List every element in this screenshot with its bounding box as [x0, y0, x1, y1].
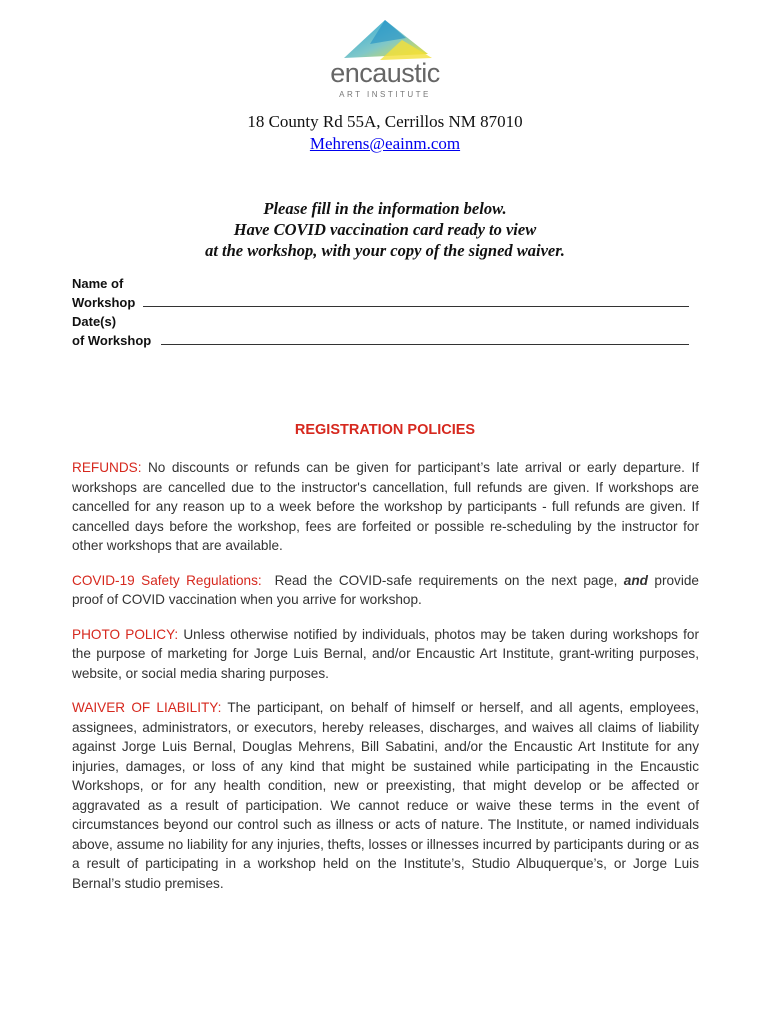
- email-link[interactable]: Mehrens@eainm.com: [309, 134, 461, 153]
- instructions-line-3: at the workshop, with your copy of the signed waiver.: [205, 241, 565, 260]
- workshop-dates-field[interactable]: [161, 331, 689, 345]
- dates-row: [72, 331, 702, 350]
- waiver-label: WAIVER OF LIABILITY:: [72, 700, 222, 715]
- instructions: [0, 198, 770, 261]
- logo-wordmark: encaustic: [330, 58, 440, 88]
- section-title: REGISTRATION POLICIES: [294, 422, 476, 438]
- waiver-policy: [72, 698, 699, 893]
- name-label-line-2: Workshop: [72, 295, 136, 310]
- photo-policy: [72, 625, 699, 684]
- address: 18 County Rd 55A, Cerrillos NM 87010: [247, 112, 523, 131]
- dates-label-line-1: Date(s): [72, 314, 117, 329]
- refunds-label: REFUNDS:: [72, 460, 142, 475]
- logo-subtitle: ART INSTITUTE: [339, 90, 431, 99]
- covid-label: COVID-19 Safety Regulations:: [72, 572, 262, 588]
- encaustic-logo: [310, 18, 460, 98]
- covid-text-2: provide proof of COVID vaccination when you arrive for workshop.: [72, 572, 699, 607]
- waiver-text: The participant, on behalf of himself or herself, and all agents, employees, assignees, administrators, or executors, hereby releases, discharges, and waives all claims of liability against Jorge Luis Bernal, Douglas Mehrens, Bill Sabatini, and/or the Encaustic Art Institute for any injuries, damages, or loss of any kind that might be sustained while participating in the Encaustic Workshops, or for any health condition, new or preexisting, that might develop or be affected or aggravated as a result of participation. We cannot reduce or waive these terms in the event of circumstances beyond our control such as illness or acts of nature. The Institute, or named individuals above, assume no liability for any injuries, thefts, losses or illnesses incurred by participants during or as a result of participating in a workshop held on the Institute’s, Studio Albuquerque’s, or Jorge Luis Bernal’s studio premises.: [72, 700, 699, 891]
- workshop-name-field[interactable]: [143, 293, 689, 307]
- dates-label-line-2: of Workshop: [72, 333, 152, 348]
- refunds-policy: [72, 458, 699, 556]
- photo-text: Unless otherwise notified by individuals, photos may be taken during workshops for the purpose of marketing for Jorge Luis Bernal, and/or Encaustic Art Institute, grant-writing purposes, website, or social media sharing purposes.: [72, 626, 699, 681]
- name-label-line-1: Name of: [72, 276, 124, 291]
- covid-and: and: [623, 572, 648, 588]
- instructions-line-2: Have COVID vaccination card ready to view: [233, 220, 537, 239]
- covid-policy: [72, 571, 699, 610]
- workshop-form: [72, 274, 702, 350]
- policies: [72, 458, 699, 908]
- logo-triangle-icon: [310, 18, 460, 62]
- photo-label: PHOTO POLICY:: [72, 626, 179, 642]
- email-line: [0, 133, 770, 154]
- instructions-line-1: Please fill in the information below.: [263, 199, 507, 218]
- refunds-text: No discounts or refunds can be given for participant’s late arrival or early departure. If workshops are cancelled due to the instructor's cancellation, full refunds are given. If workshops are cancelled for any reason up to a week before the workshop by participants - full refunds are given. If cancelled days before the workshop, fees are forfeited or possible re-scheduling by the instructor for other workshops that are available.: [72, 460, 699, 553]
- name-row: [72, 293, 702, 312]
- covid-text-1: Read the COVID-safe requirements on the next page,: [261, 572, 624, 588]
